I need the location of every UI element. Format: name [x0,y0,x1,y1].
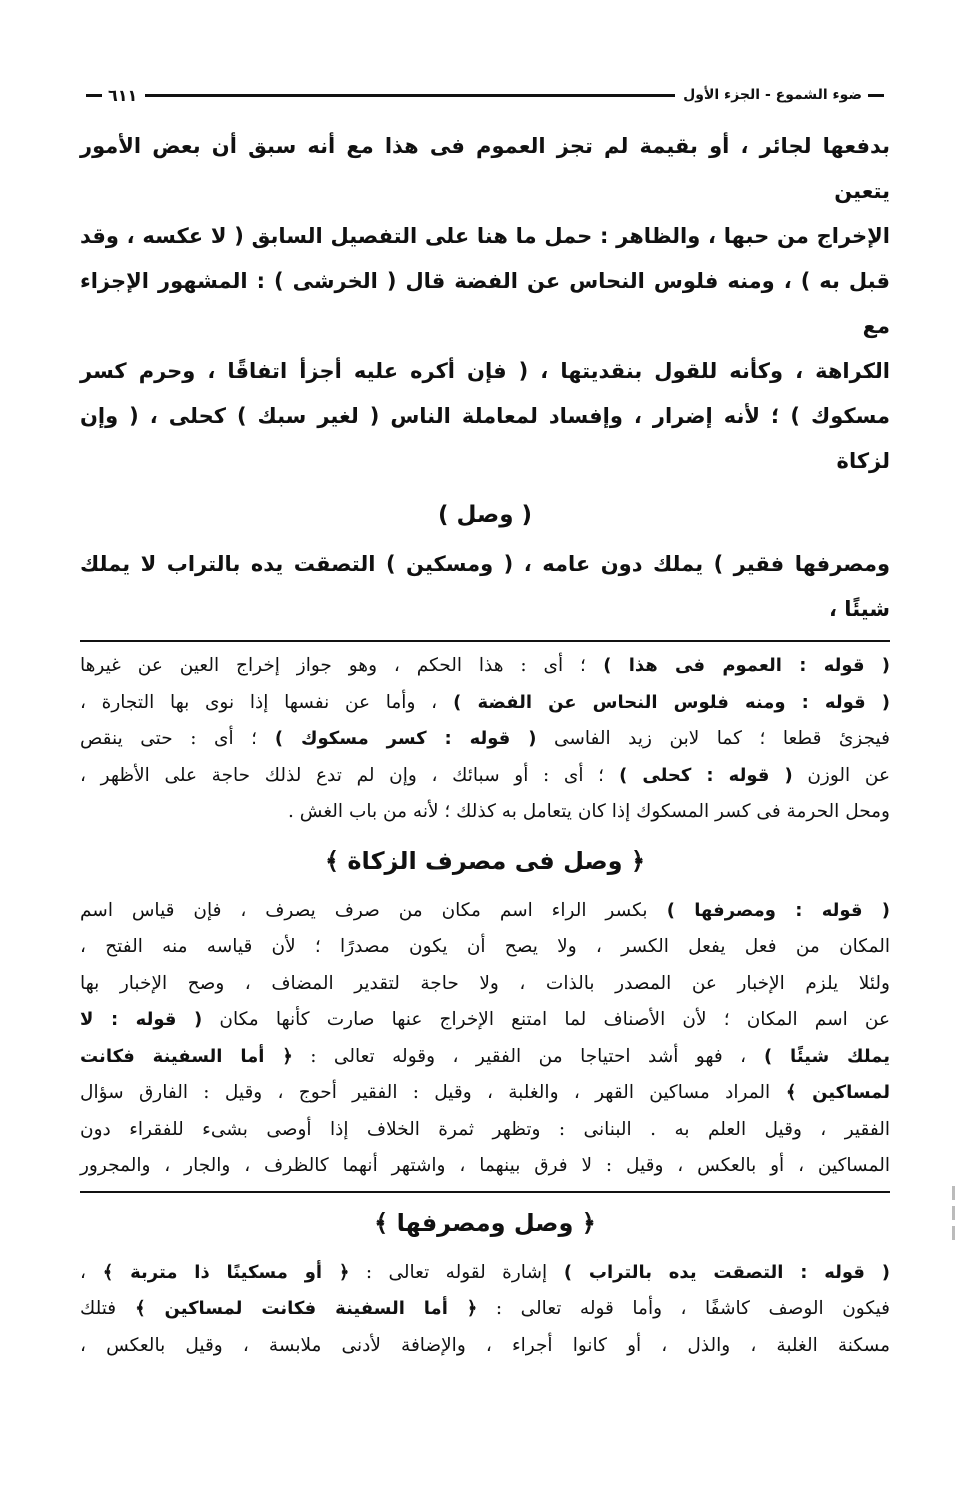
running-header [80,80,890,110]
sharh-line [80,794,890,831]
running-title: ضوء الشموع - الجزء الأول [683,87,862,103]
quote-label: ( قوله : كحلى ) [604,764,793,786]
quran-quote: ﴿ أما السفينة فكانت [80,1045,293,1067]
quote-label: ( قوله : لا [80,1009,203,1030]
quran-quote: لمساكين ﴾ [770,1082,890,1103]
sharh-line [80,648,890,685]
header-dash-right [868,94,884,97]
sharh-line: الفقير ، وقيل العلم به . البنانى : وتظهر ثمرة الخلاف إذا أوصى بشىء للفقراء دون [80,1118,890,1140]
sharh-text: ، وأما عن نفسها إذا نوى بها التجارة ، [80,691,438,713]
header-rule [145,94,675,97]
sharh-text: بكسر الراء اسم مكان من صرف يصرف ، فإن قياس اسم [80,899,648,921]
sharh-text: فيجزئ قطعا ؛ كما لابن زيد الفاسى [536,728,890,749]
matn-text [80,124,890,632]
sharh-line [80,721,890,758]
sharh-line [80,758,890,795]
quote-label: ( قوله : ومنه فلوس النحاس عن الفضة ) [437,691,890,713]
sharh-text: ، فهو أشد احتياجا من الفقير ، وقوله تعالى : [292,1045,747,1067]
quran-quote: ﴿ أو مسكينًا ذا متربة ﴾ [85,1261,350,1283]
sharh-text: إشارة لقوله تعالى : [349,1261,548,1283]
sharh-text: ؛ أى : هذا الحكم ، وهو جواز إخراج العين عن غيرها [80,655,586,676]
sharh-text: فيكون الوصف كاشفًا ، وأما قوله تعالى : [477,1298,890,1319]
sharh-text: فتلك [80,1298,117,1319]
matn-sharh-divider [80,640,890,642]
matn-line: الإخراج من حبها ، والظاهر : حمل ما هنا على التفصيل السابق ( لا عكسه ، وقد [80,224,890,248]
quote-label: ( قوله : ومصرفها ) [647,899,890,921]
matn-line: بدفعها لجائر ، أو بقيمة لم تجز العموم فى هذا مع أنه سبق أن بعض الأمور يتعين [80,134,890,203]
sharh-block-2 [80,893,890,1185]
sharh-text: ؛ أى : حتى ينقص [80,728,257,749]
matn-line: قبل به ) ، ومنه فلوس النحاس عن الفضة قال ( الخرشى ) : المشهور الإجزاء مع [80,269,890,338]
quote-label: ( قوله : التصقت يده بالتراب ) [547,1261,890,1283]
sharh-text: عن اسم المكان ؛ لأن الأصناف لما امتنع الإخراج عنها صارت كأنها مكان [202,1009,891,1030]
sharh-block-1 [80,648,890,831]
section-title-wasl-masrafiha: ﴿ وصل ومصرفها ﴾ [374,1208,596,1237]
sharh-line [80,1002,890,1039]
sharh-line [80,1075,890,1112]
header-dash-left [86,94,102,97]
scan-edge-marks [952,1180,958,1280]
wasl-heading: ( وصل ) [437,502,533,528]
page-number: ٦١١ [108,85,138,105]
sharh-line [80,893,890,930]
sharh-line [80,1039,890,1076]
matn-line: مسكوك ) ؛ لأنه إضرار ، وإفساد لمعاملة الناس ( لغير سبك ) كحلى ، ( وإن لزكاة [80,404,890,473]
sharh-text: ، [80,1261,86,1283]
section-title-masraf-zakat: ﴿ وصل فى مصرف الزكاة ﴾ [324,846,646,875]
quote-label: ( قوله : العموم فى هذا ) [585,655,890,676]
book-page [80,80,890,1364]
edge-mark [952,1226,955,1240]
section-divider [80,1191,890,1193]
sharh-text: ؛ أى : أو سبائك ، وإن لم تدع لذلك حاجة على الأظهر ، [80,764,605,786]
sharh-line: المساكين ، أو بالعكس ، وقيل : لا فرق بينهما ، واشتهر أنهما كالظرف ، والجار ، والمجرور [80,1155,890,1176]
sharh-line: ولئلا يلزم الإخبار عن المصدر بالذات ، ولا حاجة لتقدير المضاف ، وصح الإخبار بها [80,972,890,994]
edge-mark [952,1186,955,1200]
matn-line: ومصرفها فقير ) يملك دون عامه ، ( ومسكين ) التصقت يده بالتراب لا يملك شيئًا ، [80,552,890,621]
quote-label: ( قوله : كسر مسكوك ) [256,728,537,749]
sharh-line: مسكنة الغلبة ، والذل ، أو كانوا أجراء ، والإضافة لأدنى ملابسة ، وقيل بالعكس ، [80,1334,890,1356]
sharh-text: ومحل الحرمة فى كسر المسكوك إذا كان يتعامل به كذلك ؛ لأنه من باب الغش . [288,801,890,822]
sharh-block-3 [80,1255,890,1365]
sharh-text: عن الوزن [792,764,890,786]
sharh-line [80,1291,890,1328]
edge-mark [952,1206,955,1220]
sharh-text: المراد مساكين القهر ، والغلبة ، وقيل : الفقير أحوج ، وقيل : الفارق سؤال [80,1082,771,1103]
sharh-line [80,685,890,722]
sharh-line [80,1255,890,1292]
sharh-line: المكان من فعل يفعل الكسر ، ولا يصح أن يكون مصدرًا ؛ لأن قياسه منه الفتح ، [80,936,890,957]
quran-quote: ﴿ أما السفينة فكانت لمساكين ﴾ [116,1298,478,1319]
matn-line: الكراهة ، وكأنه للقول بنقديتها ، ( فإن أكره عليه أجزأ اتفاقًا ، وحرم كسر [80,359,890,383]
quote-label: يملك شيئًا ) [746,1045,890,1067]
